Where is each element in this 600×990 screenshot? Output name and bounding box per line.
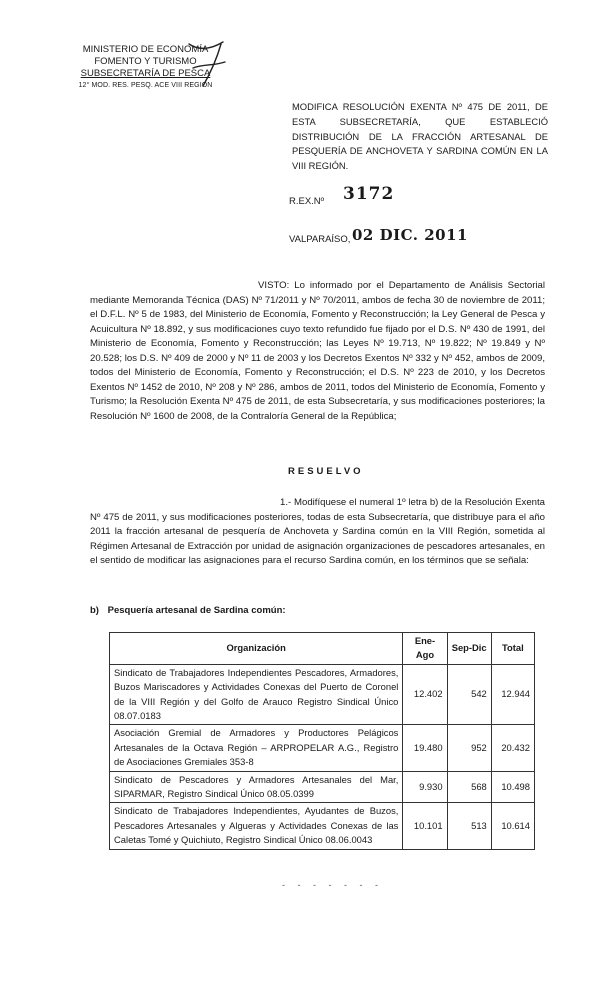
document-title: MODIFICA RESOLUCIÓN EXENTA Nº 475 DE 2011, DE ESTA SUBSECRETARÍA, QUE ESTABLECIÓ DISTRIBUCIÓN DE LA FRACCIÓN ARTESANAL DE PESQUERÍA DE ANCHOVETA Y SARDINA COMÚN EN LA VIII REGIÓN. (292, 101, 548, 172)
table-header-row (110, 633, 535, 665)
letterhead-reference: 12° MOD. RES. PESQ. ACE VIII REGION (78, 82, 213, 89)
cell-sep-dic: 568 (447, 771, 491, 803)
cell-ene-ago: 10.101 (403, 803, 447, 849)
column-header-ene-ago: Ene-Ago (403, 633, 447, 665)
place-label: VALPARAÍSO, (289, 234, 351, 245)
resolution-number: 3172 (343, 184, 395, 204)
column-header-organizacion: Organización (110, 633, 403, 665)
cell-sep-dic: 542 (447, 664, 491, 725)
cell-ene-ago: 12.402 (403, 664, 447, 725)
cell-total: 20.432 (491, 725, 534, 771)
cell-total: 10.498 (491, 771, 534, 803)
section-title: Pesquería artesanal de Sardina común: (107, 605, 286, 616)
resuelvo-heading: RESUELVO (288, 466, 364, 477)
letterhead-ministry-2: FOMENTO Y TURISMO (94, 56, 197, 67)
resolution-date: 02 DIC. 2011 (352, 226, 468, 244)
table-row (110, 725, 535, 771)
cell-ene-ago: 9.930 (403, 771, 447, 803)
table-row (110, 803, 535, 849)
section-b-heading (90, 605, 286, 616)
letterhead-subsecretaria: SUBSECRETARÍA DE PESCA (80, 68, 211, 79)
signature-mark (183, 38, 229, 90)
column-header-sep-dic: Sep-Dic (447, 633, 491, 665)
visto-paragraph: VISTO: Lo informado por el Departamento de Análisis Sectorial mediante Memoranda Técnica (DAS) Nº 71/2011 y Nº 70/2011, ambos de fecha 30 de noviembre de 2011; el D.F.L. Nº 5 de 1983, del Ministerio de Economía, Fomento y Reconstrucción; la Ley General de Pesca y Acuicultura Nº 18.892, y sus modificaciones cuyo texto refundido fue fijado por el D.S. Nº 430 de 1991, del Ministerio de Economía, Fomento y Reconstrucción; las Leyes Nº 19.713, Nº 19.822; Nº 19.849 y Nº 20.528; los D.S. Nº 409 de 2000 y Nº 11 de 2003 y los Decretos Exentos Nº 332 y Nº 452, ambos de 2009, todos del Ministerio de Economía, Fomento y Reconstrucción; el D.S. Nº 223 de 2010, y los Decretos Exentos Nº 1452 de 2010, Nº 208 y Nº 286, ambos de 2011, todos del Ministerio de Economía, Fomento y Turismo; la Resolución Exenta Nº 475 de 2011, de esta Subsecretaría, y sus modificaciones posteriores; la Resolución Nº 1600 de 2008, de la Contraloría General de la República; (90, 280, 545, 422)
column-header-total: Total (491, 633, 534, 665)
article-1-paragraph: 1.- Modifíquese el numeral 1º letra b) de la Resolución Exenta Nº 475 de 2011, y sus modificaciones posteriores, todas de esta Subsecretaría, que distribuye para el año 2011 la fracción artesanal de pesquería de Anchoveta y Sardina común en la VIII Región, sometida al Régimen Artesanal de Extracción por unidad de asignación organizaciones de pescadores artesanales, en el sentido de modificar las asignaciones para el recurso Sardina común, en los términos que se señala: (90, 497, 545, 566)
cell-ene-ago: 19.480 (403, 725, 447, 771)
section-letter: b) (90, 605, 99, 616)
cell-organization: Sindicato de Trabajadores Independientes Pescadores, Armadores, Buzos Mariscadores y Actividades Conexas del Puerto de Coronel de la VIII Región y del Golfo de Arauco Registro Sindical Único 08.07.0183 (110, 664, 403, 725)
resolution-label: R.EX.Nº (289, 196, 325, 207)
allocation-table (109, 632, 535, 850)
cell-organization: Asociación Gremial de Armadores y Productores Pelágicos Artesanales de la Octava Región – ARPROPELAR A.G., Registro de Asociaciones Gremiales 353-8 (110, 725, 403, 771)
cell-organization: Sindicato de Trabajadores Independientes, Ayudantes de Buzos, Pescadores Artesanales y Algueras y Actividades Conexas de las Caletas Tomé y Quichiuto, Registro Sindical Único 08.06.0043 (110, 803, 403, 849)
table-row (110, 664, 535, 725)
cell-total: 12.944 (491, 664, 534, 725)
table-row (110, 771, 535, 803)
letterhead-ministry: MINISTERIO DE ECONOMÍA (82, 44, 209, 55)
cell-total: 10.614 (491, 803, 534, 849)
cell-sep-dic: 513 (447, 803, 491, 849)
cell-organization: Sindicato de Pescadores y Armadores Artesanales del Mar, SIPARMAR, Registro Sindical Único 08.05.0399 (110, 771, 403, 803)
section-divider: - - - - - - - (282, 880, 383, 890)
cell-sep-dic: 952 (447, 725, 491, 771)
